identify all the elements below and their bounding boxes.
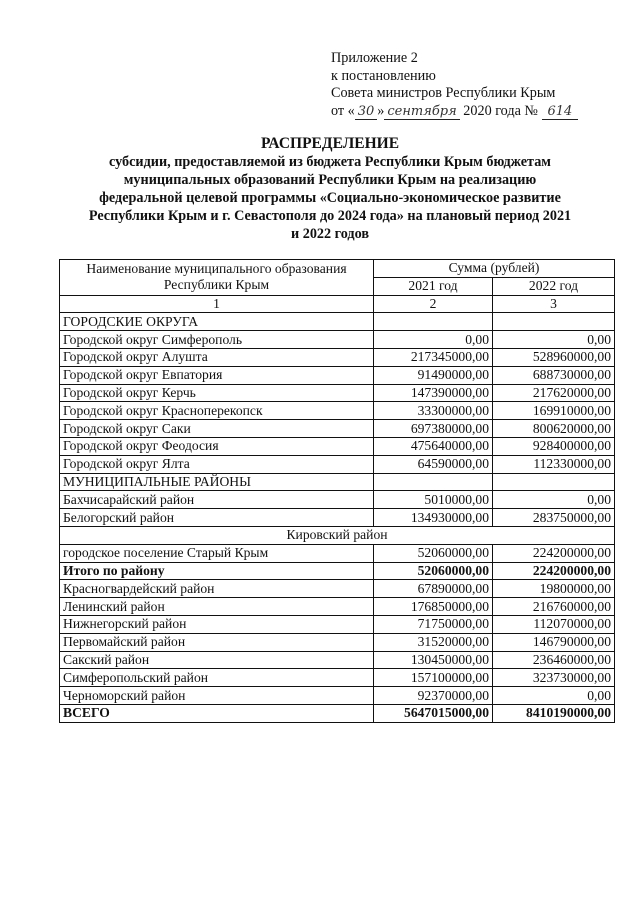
row-value-2021: 92370000,00	[374, 687, 493, 705]
row-value-2022: 169910000,00	[493, 402, 615, 420]
row-value-2022: 224200000,00	[493, 544, 615, 562]
table-row	[60, 598, 615, 616]
row-value-2022: 688730000,00	[493, 366, 615, 384]
row-value-2021: 147390000,00	[374, 384, 493, 402]
title-line: федеральной целевой программы «Социально-экономическое развитие	[99, 190, 561, 206]
row-value-2021: 5010000,00	[374, 491, 493, 509]
table-row	[60, 437, 615, 455]
table-row	[60, 633, 615, 651]
row-value-2022: 528960000,00	[493, 348, 615, 366]
row-name: Белогорский район	[60, 509, 374, 527]
row-name: Городской округ Ялта	[60, 455, 374, 473]
row-name: Симферопольский район	[60, 669, 374, 687]
row-value-2021: 52060000,00	[374, 544, 493, 562]
table-row	[60, 331, 615, 349]
row-value-2022: 19800000,00	[493, 580, 615, 598]
section-row-city	[60, 313, 615, 331]
row-name: Черноморский район	[60, 687, 374, 705]
appendix-authority: Совета министров Республики Крым	[331, 85, 556, 101]
row-value-2022: 8410190000,00	[493, 704, 615, 722]
header-2022: 2022 год	[493, 277, 615, 295]
row-value-2021: 71750000,00	[374, 615, 493, 633]
document-title	[40, 135, 620, 243]
table-row	[60, 509, 615, 527]
row-value-2022: 224200000,00	[493, 562, 615, 580]
title-line: субсидии, предоставляемой из бюджета Республики Крым бюджетам	[109, 154, 551, 170]
appendix-ref: к постановлению	[331, 67, 436, 84]
title-line: муниципальных образований Республики Крым на реализацию	[123, 172, 537, 188]
row-name: Городской округ Керчь	[60, 384, 374, 402]
row-value-2022: 217620000,00	[493, 384, 615, 402]
row-name: Городской округ Феодосия	[60, 437, 374, 455]
row-value-2022: 216760000,00	[493, 598, 615, 616]
header-2021: 2021 год	[374, 277, 493, 295]
row-value-2022: 283750000,00	[493, 509, 615, 527]
appendix-block	[331, 50, 631, 120]
subsection-row-kirov	[60, 526, 615, 544]
date-prefix: от «	[331, 102, 355, 119]
table-row	[60, 491, 615, 509]
table-row	[60, 366, 615, 384]
row-value-2021: 64590000,00	[374, 455, 493, 473]
row-value-2022: 146790000,00	[493, 633, 615, 651]
row-value-2021: 5647015000,00	[374, 704, 493, 722]
row-name: Первомайский район	[60, 633, 374, 651]
row-value-2022: 112070000,00	[493, 615, 615, 633]
row-name: Бахчисарайский район	[60, 491, 374, 509]
date-month-handwritten: сентября	[384, 104, 459, 120]
table-row	[60, 615, 615, 633]
row-value-2021: 134930000,00	[374, 509, 493, 527]
row-name: Городской округ Симферополь	[60, 331, 374, 349]
row-value-2021: 176850000,00	[374, 598, 493, 616]
table-row	[60, 669, 615, 687]
table-row	[60, 348, 615, 366]
row-value-2021: 475640000,00	[374, 437, 493, 455]
row-value-2021: 67890000,00	[374, 580, 493, 598]
row-name: Итого по району	[60, 562, 374, 580]
date-suffix: 2020 года №	[463, 102, 538, 119]
subsection-label: Кировский район	[60, 526, 615, 544]
subtotal-row	[60, 562, 615, 580]
table-header-row	[60, 260, 615, 278]
table-row	[60, 384, 615, 402]
row-value-2022: 112330000,00	[493, 455, 615, 473]
column-numbers-row	[60, 295, 615, 313]
column-number: 1	[60, 295, 374, 313]
row-value-2021: 0,00	[374, 331, 493, 349]
row-value-2021: 217345000,00	[374, 348, 493, 366]
header-municipality	[60, 260, 374, 296]
grand-total-row	[60, 704, 615, 722]
column-number: 3	[493, 295, 615, 313]
row-value-2021: 697380000,00	[374, 420, 493, 438]
resolution-number-handwritten: 614	[542, 104, 579, 120]
distribution-table	[59, 259, 615, 723]
row-value-2022: 0,00	[493, 687, 615, 705]
row-name: Городской округ Саки	[60, 420, 374, 438]
row-value-2021: 52060000,00	[374, 562, 493, 580]
column-number: 2	[374, 295, 493, 313]
title-line: Республики Крым и г. Севастополя до 2024 года» на плановый период 2021	[88, 208, 572, 224]
row-value-2021: 157100000,00	[374, 669, 493, 687]
row-value-2021: 91490000,00	[374, 366, 493, 384]
row-value-2022: 928400000,00	[493, 437, 615, 455]
row-value-2022: 0,00	[493, 491, 615, 509]
table-row	[60, 402, 615, 420]
table-row	[60, 651, 615, 669]
date-mid: »	[377, 102, 385, 119]
row-value-2022: 0,00	[493, 331, 615, 349]
row-name: Городской округ Алушта	[60, 348, 374, 366]
table-row	[60, 455, 615, 473]
row-name: Городской округ Красноперекопск	[60, 402, 374, 420]
row-name: ВСЕГО	[60, 704, 374, 722]
row-value-2022: 800620000,00	[493, 420, 615, 438]
row-value-2021: 31520000,00	[374, 633, 493, 651]
section-label: МУНИЦИПАЛЬНЫЕ РАЙОНЫ	[60, 473, 374, 491]
table-row	[60, 420, 615, 438]
row-value-2022: 236460000,00	[493, 651, 615, 669]
header-name-line2: Республики Крым	[163, 277, 270, 293]
section-row-municipal	[60, 473, 615, 491]
header-sum: Сумма (рублей)	[374, 260, 615, 278]
row-name: Городской округ Евпатория	[60, 366, 374, 384]
title-line: и 2022 годов	[291, 226, 369, 242]
row-name: Красногвардейский район	[60, 580, 374, 598]
table-row	[60, 687, 615, 705]
row-value-2022: 323730000,00	[493, 669, 615, 687]
title-main: РАСПРЕДЕЛЕНИЕ	[260, 135, 400, 152]
header-name-line1: Наименование муниципального образования	[86, 261, 347, 277]
row-value-2021: 33300000,00	[374, 402, 493, 420]
row-name: Сакский район	[60, 651, 374, 669]
appendix-date-line	[331, 103, 631, 121]
date-day-handwritten: 30	[355, 104, 378, 120]
row-name: Ленинский район	[60, 598, 374, 616]
table-row	[60, 544, 615, 562]
row-name: городское поселение Старый Крым	[60, 544, 374, 562]
appendix-title: Приложение 2	[331, 50, 418, 66]
table-row	[60, 580, 615, 598]
section-label: ГОРОДСКИЕ ОКРУГА	[60, 313, 374, 331]
row-name: Нижнегорский район	[60, 615, 374, 633]
row-value-2021: 130450000,00	[374, 651, 493, 669]
